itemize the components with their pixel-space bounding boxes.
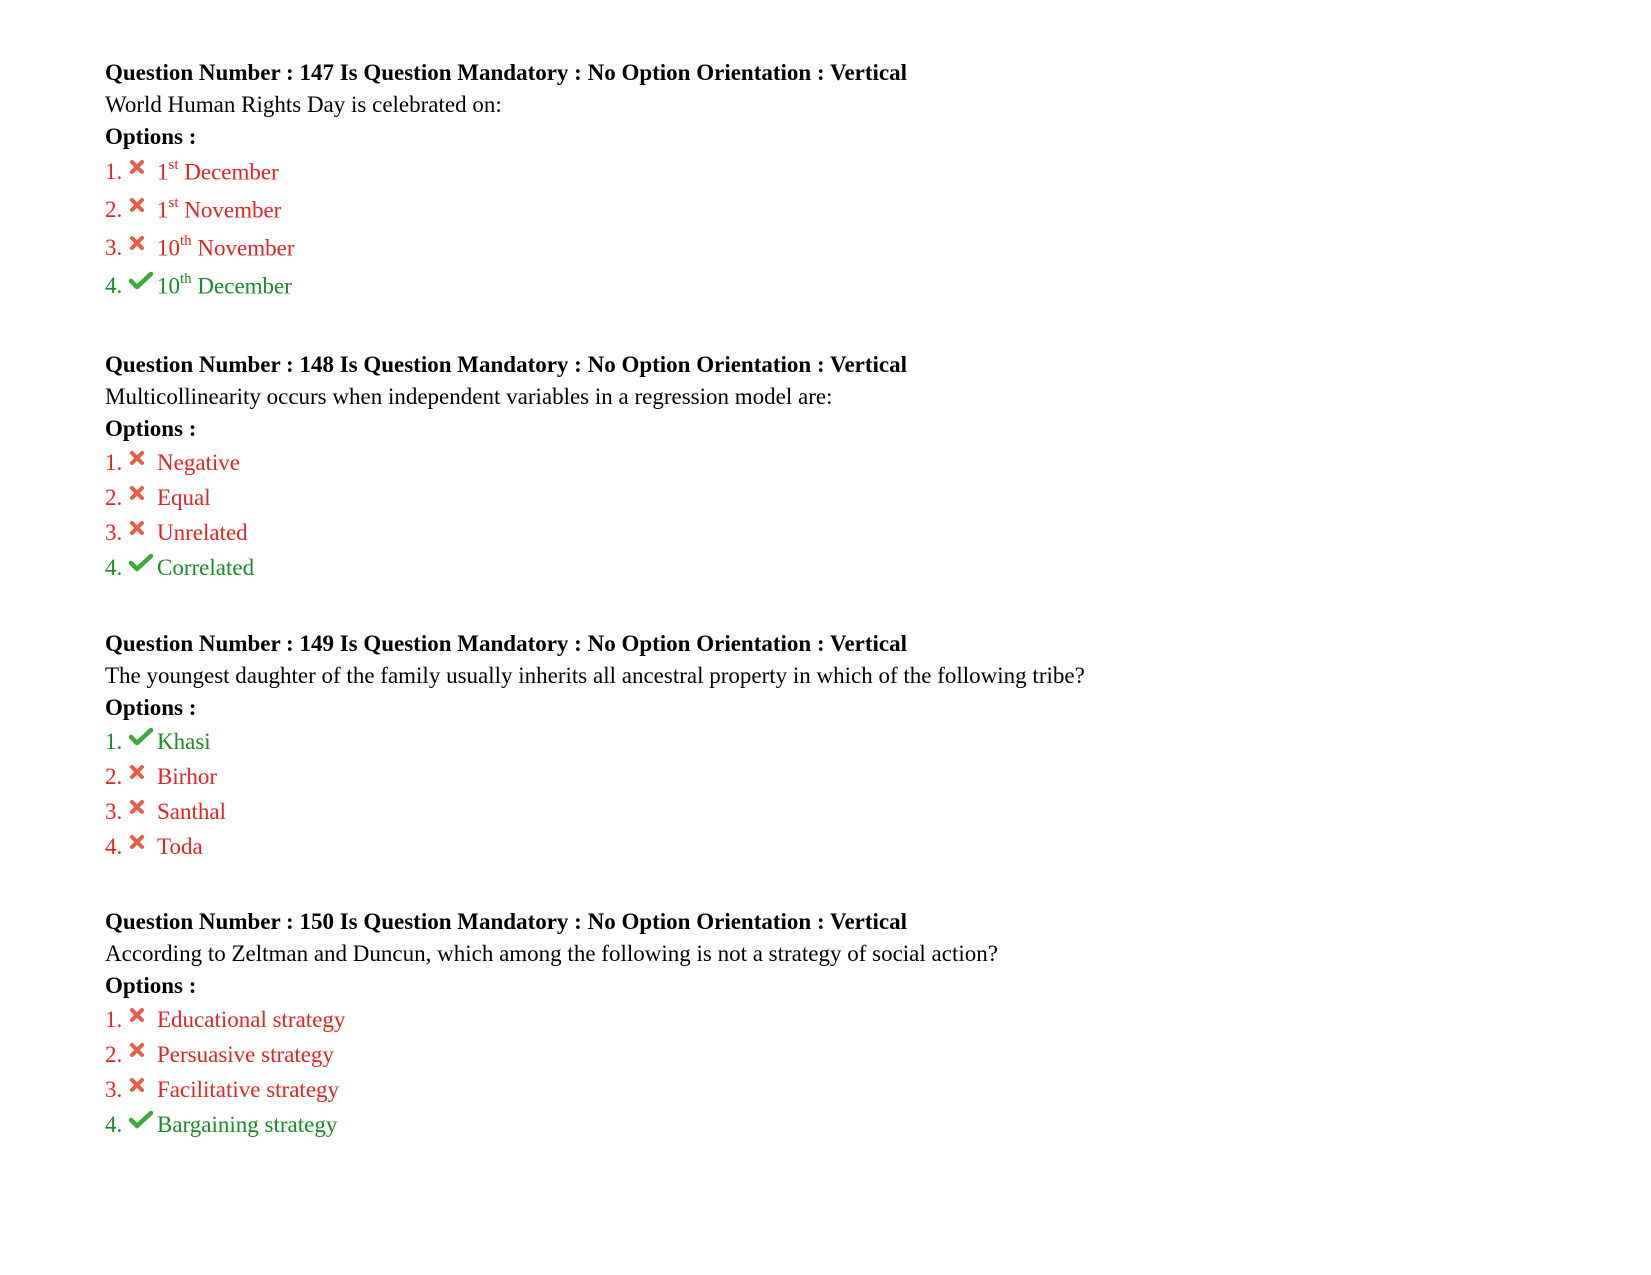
question-150 xyxy=(105,906,1555,1142)
cross-icon xyxy=(129,520,157,536)
option-item xyxy=(105,550,1555,585)
option-text: Educational strategy xyxy=(157,1006,346,1032)
option-number: 3. xyxy=(105,235,123,260)
cross-icon xyxy=(129,799,157,815)
option-item xyxy=(105,267,1555,305)
cross-icon xyxy=(129,197,157,213)
option-text: 1st November xyxy=(157,194,282,223)
option-number: 3. xyxy=(105,1076,123,1102)
option-number: 4. xyxy=(105,1111,123,1137)
check-icon xyxy=(129,554,157,572)
cross-icon xyxy=(129,1042,157,1058)
option-text: Toda xyxy=(157,833,203,859)
option-text: Correlated xyxy=(157,554,255,580)
option-text: Facilitative strategy xyxy=(157,1076,340,1102)
option-number: 4. xyxy=(105,554,123,580)
option-text: Persuasive strategy xyxy=(157,1041,334,1067)
cross-icon xyxy=(129,1077,157,1093)
option-item xyxy=(105,515,1555,550)
option-item xyxy=(105,480,1555,515)
option-number: 1. xyxy=(105,728,123,754)
option-text: Khasi xyxy=(157,728,211,754)
option-item xyxy=(105,759,1555,794)
options-label: Options : xyxy=(105,124,197,149)
option-text: 10th December xyxy=(157,270,292,299)
cross-icon xyxy=(129,485,157,501)
option-item xyxy=(105,724,1555,759)
option-text: Santhal xyxy=(157,798,226,824)
option-number: 1. xyxy=(105,1006,123,1032)
option-number: 2. xyxy=(105,1041,123,1067)
option-item xyxy=(105,229,1555,267)
cross-icon xyxy=(129,764,157,780)
options-label: Options : xyxy=(105,973,197,998)
question-text: According to Zeltman and Duncun, which among the following is not a strategy of social action? xyxy=(105,941,998,966)
option-item xyxy=(105,794,1555,829)
option-number: 1. xyxy=(105,159,123,184)
question-text: The youngest daughter of the family usually inherits all ancestral property in which of the following tribe? xyxy=(105,663,1085,688)
question-text: World Human Rights Day is celebrated on: xyxy=(105,92,502,117)
options-label: Options : xyxy=(105,695,197,720)
question-header: Question Number : 150 Is Question Mandatory : No Option Orientation : Vertical xyxy=(105,909,908,934)
option-item xyxy=(105,191,1555,229)
cross-icon xyxy=(129,450,157,466)
question-148 xyxy=(105,349,1555,585)
option-item xyxy=(105,1037,1555,1072)
option-text: Negative xyxy=(157,449,241,475)
question-149 xyxy=(105,628,1555,864)
option-text: 10th November xyxy=(157,232,295,261)
question-header: Question Number : 148 Is Question Mandatory : No Option Orientation : Vertical xyxy=(105,352,908,377)
question-147 xyxy=(105,57,1555,305)
question-header: Question Number : 149 Is Question Mandatory : No Option Orientation : Vertical xyxy=(105,631,908,656)
check-icon xyxy=(129,1111,157,1129)
cross-icon xyxy=(129,1007,157,1023)
option-text: Birhor xyxy=(157,763,218,789)
option-text: Unrelated xyxy=(157,519,248,545)
option-number: 4. xyxy=(105,833,123,859)
option-number: 2. xyxy=(105,197,123,222)
option-number: 3. xyxy=(105,798,123,824)
option-item xyxy=(105,153,1555,191)
options-label: Options : xyxy=(105,416,197,441)
cross-icon xyxy=(129,235,157,251)
question-text: Multicollinearity occurs when independent variables in a regression model are: xyxy=(105,384,833,409)
option-item xyxy=(105,829,1555,864)
option-item xyxy=(105,1107,1555,1142)
option-text: 1st December xyxy=(157,156,279,185)
option-item xyxy=(105,445,1555,480)
option-text: Bargaining strategy xyxy=(157,1111,338,1137)
option-item xyxy=(105,1002,1555,1037)
option-item xyxy=(105,1072,1555,1107)
option-number: 1. xyxy=(105,449,123,475)
check-icon xyxy=(129,728,157,746)
option-number: 4. xyxy=(105,273,123,298)
check-icon xyxy=(129,272,157,290)
option-number: 2. xyxy=(105,484,123,510)
cross-icon xyxy=(129,159,157,175)
option-text: Equal xyxy=(157,484,211,510)
option-number: 2. xyxy=(105,763,123,789)
option-number: 3. xyxy=(105,519,123,545)
question-header: Question Number : 147 Is Question Mandatory : No Option Orientation : Vertical xyxy=(105,60,908,85)
cross-icon xyxy=(129,834,157,850)
